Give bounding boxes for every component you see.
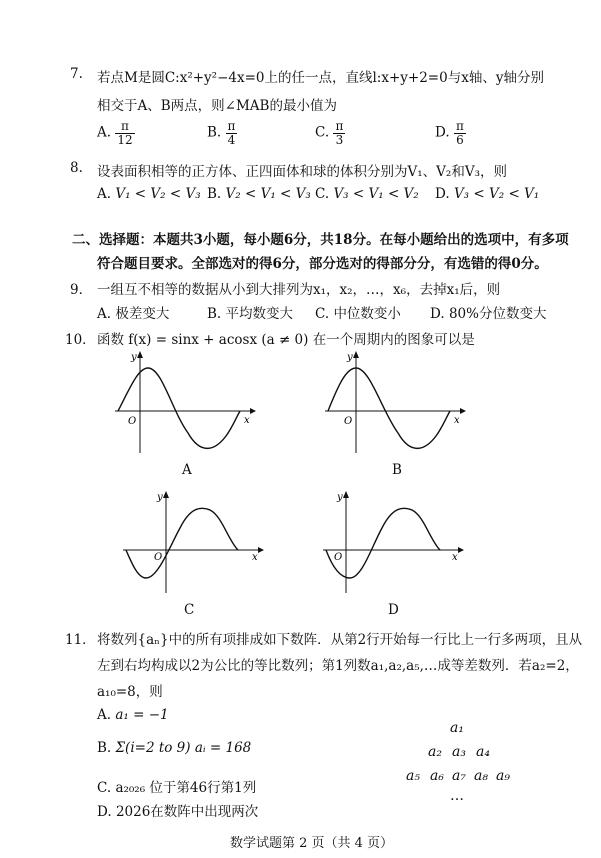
array-cell: a₉ — [496, 768, 510, 784]
array-cell: a₄ — [476, 744, 490, 760]
graph-b[interactable] — [320, 348, 470, 458]
svg-text:y: y — [157, 492, 163, 503]
q9-number: 9． — [70, 282, 93, 298]
q11-option-c[interactable]: C. a₂₀₂₆ 位于第46行第1列 — [97, 780, 257, 796]
array-cell: a₂ — [428, 744, 442, 760]
x-axis-arrow-icon — [458, 547, 464, 553]
x-axis-arrow-icon — [460, 408, 466, 414]
svg-text:x: x — [454, 415, 460, 426]
q7-number: 7. — [70, 66, 83, 82]
curve — [328, 368, 450, 448]
q9-option-a[interactable]: A. 极差变大 — [97, 306, 170, 322]
page-footer: 数学试题第 2 页（共 4 页） — [230, 836, 394, 851]
q8-option-a[interactable]: A. V₁ < V₂ < V₃ — [97, 186, 201, 202]
q7-option-c[interactable]: C. $\frac{\pi}{3}$ — [315, 119, 344, 147]
graph-c-label: C — [184, 602, 195, 618]
svg-text:x: x — [244, 415, 250, 426]
array-cell: a₃ — [452, 744, 466, 760]
q7-stem-line2: 相交于A、B两点，则∠MAB的最小值为 — [97, 98, 337, 114]
q9-stem: 一组互不相等的数据从小到大排列为x₁，x₂，…，x₆，去掉x₁后，则 — [97, 282, 501, 298]
array-cell: a₆ — [430, 768, 444, 784]
section2-header-line1: 二、选择题：本题共3小题，每小题6分，共18分。在每小题给出的选项中，有多项 — [72, 232, 569, 248]
array-cell: a₁ — [450, 720, 464, 736]
svg-text:O: O — [344, 416, 353, 427]
y-axis-arrow-icon — [137, 351, 143, 358]
svg-text:y: y — [131, 352, 137, 363]
q7-option-a[interactable]: A. $\frac{\pi}{12}$ — [97, 119, 133, 147]
q8-option-c[interactable]: C. V₃ < V₁ < V₂ — [315, 186, 419, 202]
svg-text:x: x — [452, 552, 458, 563]
q8-option-b[interactable]: B. V₂ < V₁ < V₃ — [207, 186, 311, 202]
svg-text:O: O — [128, 416, 137, 427]
graph-c[interactable] — [118, 488, 268, 598]
svg-text:y: y — [337, 492, 343, 503]
q7-stem-line1: 若点M是圆C:x²+y²−4x=0上的任一点，直线l:x+y+2=0与x轴、y轴分别 — [97, 70, 544, 86]
q10-stem: 函数 f(x) = sinx + acosx (a ≠ 0) 在一个周期内的图象可以是 — [97, 332, 475, 348]
svg-text:O: O — [154, 552, 163, 563]
y-axis-arrow-icon — [353, 351, 359, 358]
y-axis-arrow-icon — [343, 491, 349, 498]
array-cell: a₇ — [452, 768, 466, 784]
q9-option-c[interactable]: C. 中位数变小 — [315, 306, 401, 322]
graph-d-label: D — [388, 602, 399, 618]
curve — [326, 508, 440, 578]
array-ellipsis: … — [450, 788, 464, 804]
graph-a[interactable] — [110, 348, 260, 458]
q11-option-d[interactable]: D. 2026在数阵中出现两次 — [97, 804, 259, 820]
svg-text:y: y — [347, 352, 353, 363]
q11-number: 11． — [65, 632, 96, 648]
q8-option-d[interactable]: D. V₃ < V₂ < V₁ — [435, 186, 540, 202]
curve — [118, 368, 240, 448]
curve — [126, 508, 238, 578]
x-axis-arrow-icon — [258, 547, 264, 553]
q8-number: 8. — [70, 160, 83, 176]
q11-stem-line3: a₁₀=8，则 — [97, 684, 163, 700]
svg-text:O: O — [334, 552, 343, 563]
q7-option-b[interactable]: B. $\frac{\pi}{4}$ — [207, 119, 236, 147]
array-cell: a₅ — [406, 768, 420, 784]
q11-stem-line2: 左到右均构成以2为公比的等比数列；第1列数a₁,a₂,a₅,…成等差数列．若a₂=2， — [97, 658, 579, 674]
svg-text:x: x — [252, 552, 258, 563]
q9-option-d[interactable]: D. 80%分位数变大 — [430, 306, 547, 322]
q11-option-a[interactable]: A. a₁ = −1 — [97, 707, 169, 723]
graph-a-label: A — [182, 462, 192, 478]
q9-option-b[interactable]: B. 平均数变大 — [207, 306, 294, 322]
graph-d[interactable] — [318, 488, 468, 598]
array-cell: a₈ — [474, 768, 488, 784]
graph-b-label: B — [392, 462, 402, 478]
x-axis-arrow-icon — [250, 408, 256, 414]
q11-option-b[interactable]: B. Σ(i=2 to 9) aᵢ = 168 — [97, 740, 252, 756]
q8-stem: 设表面积相等的正方体、正四面体和球的体积分别为V₁、V₂和V₃，则 — [97, 164, 507, 180]
q11-stem-line1: 将数列{aₙ}中的所有项排成如下数阵．从第2行开始每一行比上一行多两项，且从 — [97, 632, 583, 648]
q7-option-d[interactable]: D. $\frac{\pi}{6}$ — [435, 119, 464, 147]
y-axis-arrow-icon — [163, 491, 169, 498]
q10-number: 10． — [65, 332, 96, 348]
section2-header-line2: 符合题目要求。全部选对的得6分，部分选对的得部分分，有选错的得0分。 — [97, 256, 548, 272]
